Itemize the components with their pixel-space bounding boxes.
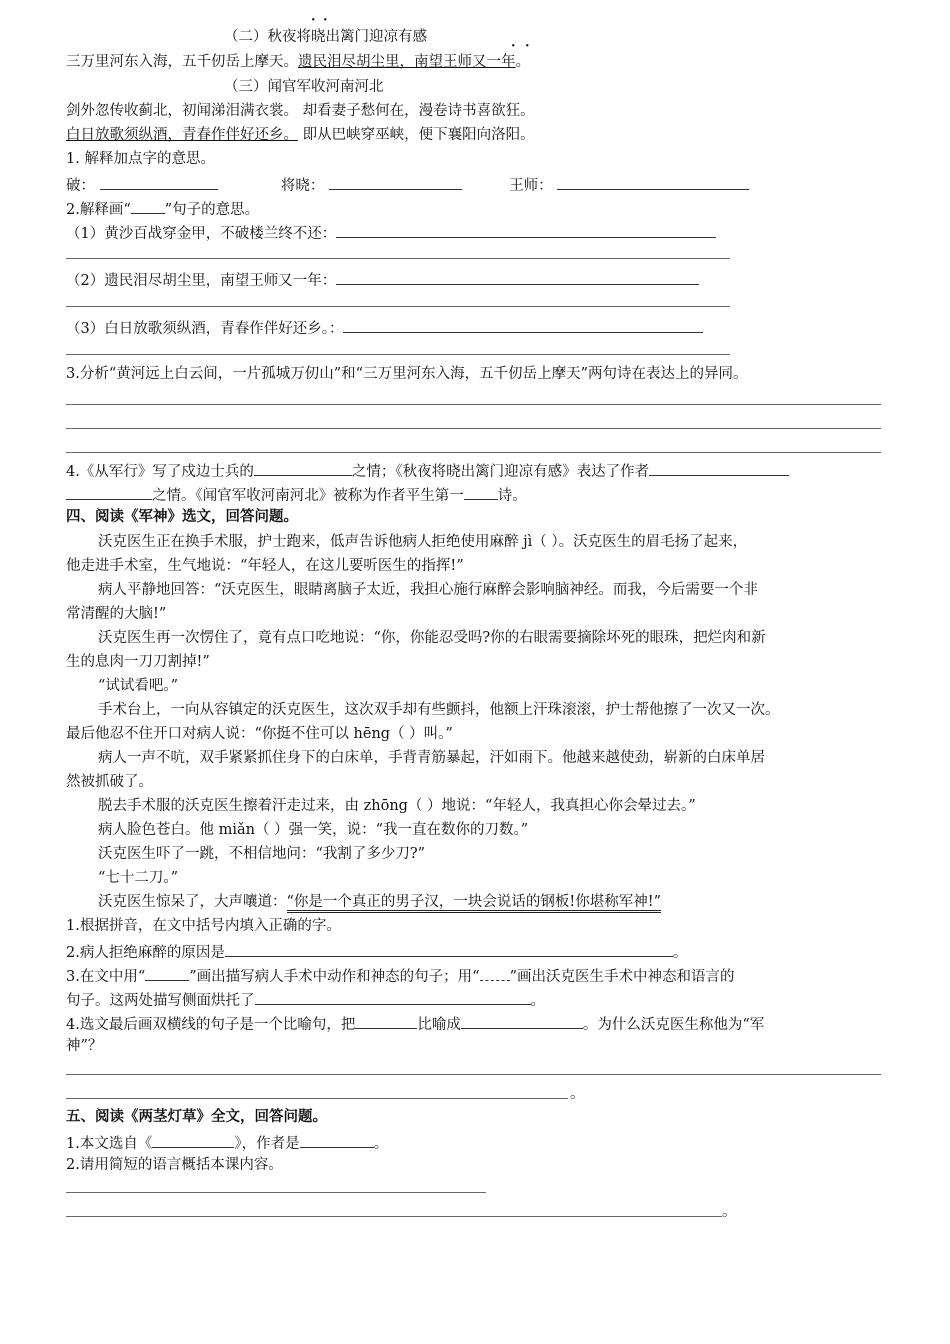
answer-end-mark: 。: [722, 1204, 737, 1220]
s5-q1-text-b: 》，作者是: [234, 1136, 300, 1152]
q1-po-label: 破：: [66, 178, 95, 194]
poem3-title: （三）闻官军收河南河北: [224, 79, 384, 95]
answer-end-mark: 。: [570, 1086, 585, 1102]
answer-blank[interactable]: [336, 224, 716, 238]
poem2-underlined-line: 遗民泪尽胡尘里，南望王师又一年: [298, 54, 516, 70]
section-4-question-3: [66, 967, 735, 985]
answer-blank[interactable]: [649, 462, 789, 476]
answer-blank[interactable]: [254, 462, 352, 476]
passage-line: 病人一声不吭，双手紧紧抓住身下的白床单，手背青筋暴起，汗如雨下。他越来越使劲，崭新的白床单居: [98, 750, 765, 766]
answer-line[interactable]: [66, 404, 881, 405]
passage-line: 脱去手术服的沃克医生擦着汗走过来，由 zhōng（ ）地说：“年轻人，我真担心你会晕过去。”: [98, 798, 696, 814]
emphasis-dot: ·: [525, 39, 530, 54]
underline-sample: [131, 200, 165, 214]
passage-text: 沃克医生惊呆了，大声嚷道：: [98, 894, 287, 910]
q4-text-c: 之情。《闻官军收河南河北》被称为作者平生第一: [152, 488, 464, 504]
s5-q1-text-a: 1.本文选自《: [66, 1136, 153, 1152]
q2-sentence-1: [66, 224, 716, 242]
answer-blank[interactable]: [336, 271, 699, 285]
section-4-question-4: [66, 1015, 764, 1033]
answer-blank[interactable]: [355, 1015, 417, 1029]
q2-s2-text: （2）遗民泪尽胡尘里，南望王师又一年：: [66, 273, 337, 289]
passage-line: 沃克医生吓了一跳，不相信地问：“我割了多少刀?”: [98, 846, 426, 862]
answer-blank[interactable]: [557, 176, 749, 190]
poem3-underlined-line: 白日放歌须纵酒，青春作伴好还乡。: [66, 127, 298, 143]
passage-line: 病人平静地回答：“沃克医生，眼睛离脑子太近，我担心施行麻醉会影响脑神经。而我，今后需要一个非: [98, 582, 758, 598]
answer-line[interactable]: [66, 354, 730, 355]
s4-q2-text: 2.病人拒绝麻醉的原因是: [66, 945, 225, 961]
passage-line: “七十二刀。”: [98, 870, 179, 886]
q2-text-b: ”句子的意思。: [164, 202, 260, 218]
q4-text-d: 诗。: [497, 488, 527, 504]
passage-line: 生的息肉一刀刀割掉!”: [66, 654, 210, 670]
passage-line: 常清醒的大脑!”: [66, 606, 167, 622]
poem2-line-a: 三万里河东入海，五千仞岳上摩天。: [66, 54, 298, 70]
q2-s1-text: （1）黄沙百战穿金甲，不破楼兰终不还：: [66, 226, 337, 242]
poem2-title: （二）秋夜将晓出篱门迎凉有感: [224, 29, 427, 45]
answer-blank[interactable]: [300, 1134, 374, 1148]
s4-q3-text-c: ”画出沃克医生手术中神态和语言的: [509, 969, 735, 985]
passage-line: “试试看吧。”: [98, 678, 179, 694]
s4-q4-text-b: 比喻成: [417, 1017, 461, 1033]
answer-line[interactable]: [66, 1192, 486, 1193]
answer-line[interactable]: [66, 1074, 881, 1075]
answer-blank[interactable]: [329, 176, 462, 190]
answer-blank[interactable]: [66, 486, 152, 500]
section-5-heading: 五、阅读《两茎灯草》全文，回答问题。: [66, 1108, 327, 1125]
q1-wangshi-label: 王师：: [509, 178, 553, 194]
answer-blank[interactable]: [461, 1015, 583, 1029]
passage-line: 沃克医生再一次愣住了，竟有点口吃地说：“你，你能忍受吗?你的右眼需要摘除坏死的眼珠，把烂肉和新: [98, 630, 766, 646]
answer-blank[interactable]: [255, 991, 531, 1005]
section-4-question-4-cont: 神”？: [66, 1038, 103, 1054]
q4-text-b: 之情；《秋夜将晓出篱门迎凉有感》表达了作者: [351, 464, 650, 480]
poem3-line: [66, 128, 535, 143]
q2-sentence-3: [66, 319, 703, 337]
emphasis-dot: ·: [323, 13, 328, 28]
emphasis-dot: ·: [511, 39, 516, 54]
question-2: [66, 200, 259, 218]
answer-line[interactable]: [66, 258, 730, 259]
passage-line: 然被抓破了。: [66, 774, 153, 790]
emphasis-dot: ·: [311, 13, 316, 28]
q1-jiangxiao-label: 将晓：: [280, 178, 325, 194]
answer-line[interactable]: [66, 452, 881, 453]
passage-line: 最后他忍不住开口对病人说：“你挺不住可以 hēng（ ）叫。”: [66, 726, 453, 742]
poem2-line: [66, 55, 530, 70]
section-4-question-2: [66, 943, 687, 961]
answer-blank[interactable]: [100, 176, 218, 190]
answer-line[interactable]: [66, 306, 730, 307]
underline-sample: [145, 967, 189, 981]
passage-line: [98, 895, 661, 910]
s4-q3-text-b: ”画出描写病人手术中动作和神态的句子；用“: [189, 969, 480, 985]
s4-q3-end: 。: [530, 993, 545, 1009]
passage-line: 手术台上，一向从容镇定的沃克医生，这次双手却有些颤抖，他额上汗珠滚滚，护士帮他擦了一次又一次。: [98, 702, 780, 718]
s4-q4-text-a: 4.选文最后画双横线的句子是一个比喻句，把: [66, 1017, 356, 1033]
q1-answers: [66, 176, 749, 194]
s4-q2-end: 。: [672, 945, 688, 961]
answer-blank[interactable]: [343, 319, 703, 333]
answer-line[interactable]: [66, 428, 881, 429]
question-3: 3.分析“黄河远上白云间，一片孤城万仞山”和“三万里河东入海，五千仞岳上摩天”两句诗在表达上的异同。: [66, 366, 748, 382]
section-5-question-2: 2.请用简短的语言概括本课内容。: [66, 1157, 283, 1173]
q2-sentence-2: [66, 271, 699, 289]
s4-q3-text-d: 句子。这两处描写侧面烘托了: [66, 993, 255, 1009]
poem2-line-end: 。: [515, 54, 530, 70]
poem3-line-a: 剑外忽传收蓟北，初闻涕泪满衣裳。 却看妻子愁何在，漫卷诗书喜欲狂。: [66, 103, 535, 119]
s4-q4-text-c: 。为什么沃克医生称他为“军: [582, 1017, 765, 1033]
section-5-question-1: [66, 1134, 388, 1152]
s4-q3-text-a: 3.在文中用“: [66, 969, 146, 985]
section-4-question-3-cont: [66, 991, 545, 1009]
q2-s3-text: （3）白日放歌须纵酒，青春作伴好还乡。：: [66, 321, 344, 337]
answer-line[interactable]: [66, 1098, 568, 1099]
s5-q1-end: 。: [373, 1136, 389, 1152]
answer-blank[interactable]: [464, 486, 498, 500]
passage-line: 沃克医生正在换手术服，护士跑来，低声告诉他病人拒绝使用麻醉 jì（ ）。沃克医生的眉毛扬了起来，: [98, 534, 748, 550]
question-1: 1. 解释加点字的意思。: [66, 151, 215, 167]
double-underlined-sentence: “你是一个真正的男子汉，一块会说话的钢板!你堪称军神!”: [287, 894, 661, 913]
poem3-line-rest: 即从巴峡穿巫峡，便下襄阳向洛阳。: [298, 127, 535, 143]
passage-line: 病人脸色苍白。他 miǎn（ ）强一笑，说：“我一直在数你的刀数。”: [98, 822, 529, 838]
q4-text-a: 4.《从军行》写了戍边士兵的: [66, 464, 254, 480]
wavy-line-sample: [480, 967, 510, 981]
answer-blank[interactable]: [152, 1134, 234, 1148]
section-4-question-1: 1.根据拼音，在文中括号内填入正确的字。: [66, 918, 341, 934]
q2-text-a: 2.解释画“: [66, 202, 131, 218]
question-4-line-b: [66, 486, 527, 504]
answer-line[interactable]: [66, 1216, 722, 1217]
answer-blank[interactable]: [225, 943, 673, 957]
question-4-line-a: [66, 462, 789, 480]
section-4-heading: 四、阅读《军神》选文，回答问题。: [66, 508, 298, 525]
passage-line: 他走进手术室，生气地说：“年轻人，在这儿要听医生的指挥!”: [66, 558, 464, 574]
